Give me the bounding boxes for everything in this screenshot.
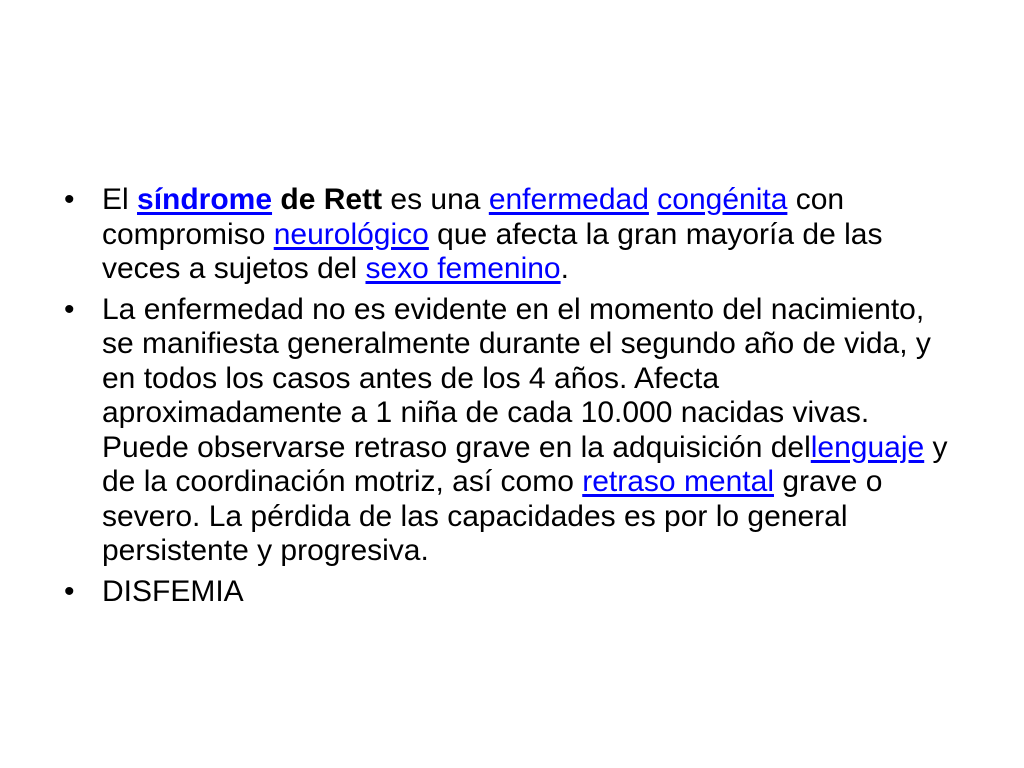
bullet-item-description: [64, 293, 964, 569]
text-segment: La enfermedad no es evidente en el momento del nacimiento, se manifiesta generalmente durante el segundo año de vida, y en todos los casos antes de los 4 años. Afecta aproximadamente a 1 niña de cada 10.000 nacidas vivas. Puede observarse retraso grave en la adquisición del: [102, 292, 931, 464]
text-segment-bold: de Rett: [272, 183, 383, 216]
link-retraso-mental[interactable]: retraso mental: [582, 465, 774, 498]
bullet-icon: •: [64, 574, 75, 608]
text-segment: es una: [382, 183, 489, 216]
bullet-icon: •: [64, 183, 75, 216]
link-lenguaje[interactable]: lenguaje: [810, 430, 925, 464]
text-segment: DISFEMIA: [102, 574, 244, 608]
text-segment: [649, 183, 657, 216]
link-sindrome[interactable]: síndrome: [137, 183, 273, 216]
link-neurologico[interactable]: neurológico: [273, 217, 429, 251]
link-congenita[interactable]: congénita: [657, 183, 788, 216]
text-segment: .: [560, 252, 569, 285]
text-segment: grave o severo. La pérdida de las capacidades es por lo general persistente y progresiva.: [102, 465, 883, 567]
link-sexo-femenino[interactable]: sexo femenino: [365, 252, 561, 285]
text-segment: con compromiso: [102, 183, 845, 251]
text-segment: El: [102, 183, 138, 216]
bullet-item-disfemia: [64, 575, 964, 610]
bullet-icon: •: [64, 292, 75, 326]
bullet-item-rett: [64, 183, 964, 287]
bullet-list: [64, 183, 964, 615]
text-segment: y de la coordinación motriz, así como: [102, 430, 948, 498]
text-segment: que afecta la gran mayoría de las veces a sujetos del: [102, 217, 883, 285]
link-enfermedad[interactable]: enfermedad: [488, 183, 649, 216]
